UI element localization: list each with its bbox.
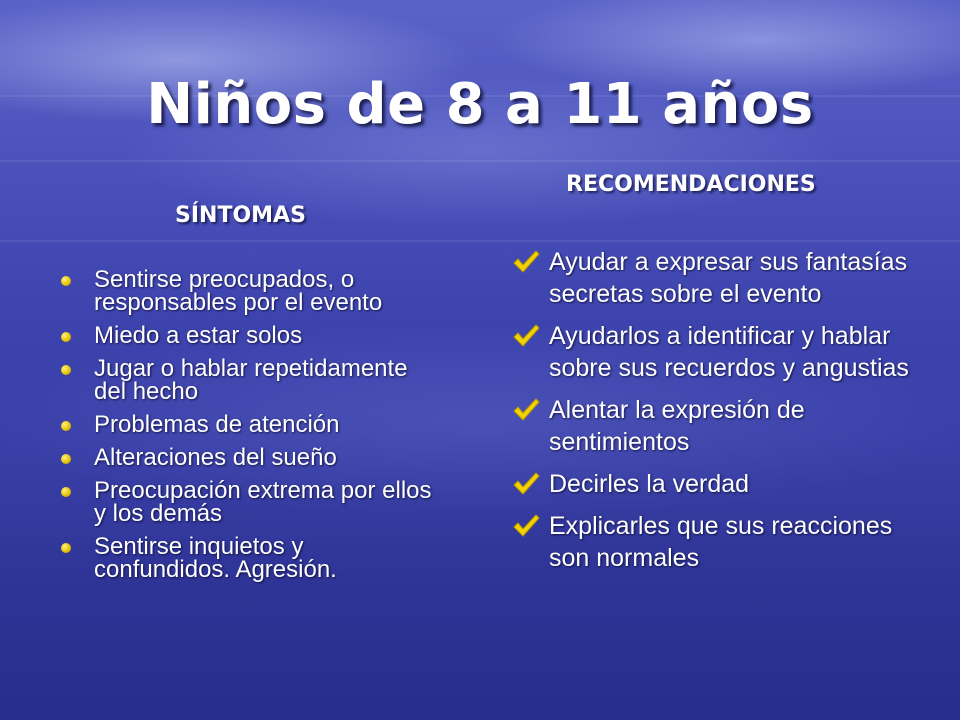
recommendation-text: Explicarles que sus reacciones son normales: [549, 512, 893, 572]
symptom-item: [58, 479, 438, 525]
symptoms-list: [58, 268, 438, 591]
round-bullet-icon: [61, 365, 71, 375]
symptom-text: Preocupación extrema por ellos y los demás: [94, 477, 432, 527]
recommendation-text: Ayudarlos a identificar y hablar sobre sus recuerdos y angustias: [549, 322, 909, 382]
round-bullet-icon: [61, 276, 71, 286]
symptom-text: Alteraciones del sueño: [94, 444, 337, 471]
round-bullet-icon: [61, 487, 71, 497]
symptom-item: [58, 413, 438, 436]
recommendation-text: Decirles la verdad: [549, 470, 750, 498]
background-haze: [0, 240, 960, 242]
symptom-text: Sentirse inquietos y confundidos. Agresión.: [94, 533, 337, 583]
symptom-text: Miedo a estar solos: [94, 322, 303, 349]
recommendation-item: [512, 510, 932, 574]
symptom-item: [58, 268, 438, 314]
symptom-text: Problemas de atención: [94, 411, 340, 438]
symptom-text: Sentirse preocupados, o responsables por el evento: [94, 266, 383, 316]
symptom-item: [58, 446, 438, 469]
symptoms-heading: SÍNTOMAS: [175, 203, 306, 228]
recommendation-text: Alentar la expresión de sentimientos: [549, 396, 805, 456]
checkmark-icon: [512, 323, 540, 349]
slide-title: Niños de 8 a 11 años: [146, 72, 814, 137]
round-bullet-icon: [61, 421, 71, 431]
round-bullet-icon: [61, 332, 71, 342]
symptom-item: [58, 535, 438, 581]
checkmark-icon: [512, 397, 540, 423]
recommendation-text: Ayudar a expresar sus fantasías secretas sobre el evento: [549, 248, 908, 308]
checkmark-icon: [512, 513, 540, 539]
symptom-text: Jugar o hablar repetidamente del hecho: [94, 355, 408, 405]
background-haze: [0, 160, 960, 162]
recommendation-item: [512, 320, 932, 384]
recommendation-item: [512, 394, 932, 458]
recommendations-list: [512, 246, 932, 584]
symptom-item: [58, 357, 438, 403]
round-bullet-icon: [61, 454, 71, 464]
checkmark-icon: [512, 471, 540, 497]
checkmark-icon: [512, 249, 540, 275]
recommendations-heading: RECOMENDACIONES: [566, 172, 816, 197]
recommendation-item: [512, 246, 932, 310]
round-bullet-icon: [61, 543, 71, 553]
recommendation-item: [512, 468, 932, 500]
symptom-item: [58, 324, 438, 347]
